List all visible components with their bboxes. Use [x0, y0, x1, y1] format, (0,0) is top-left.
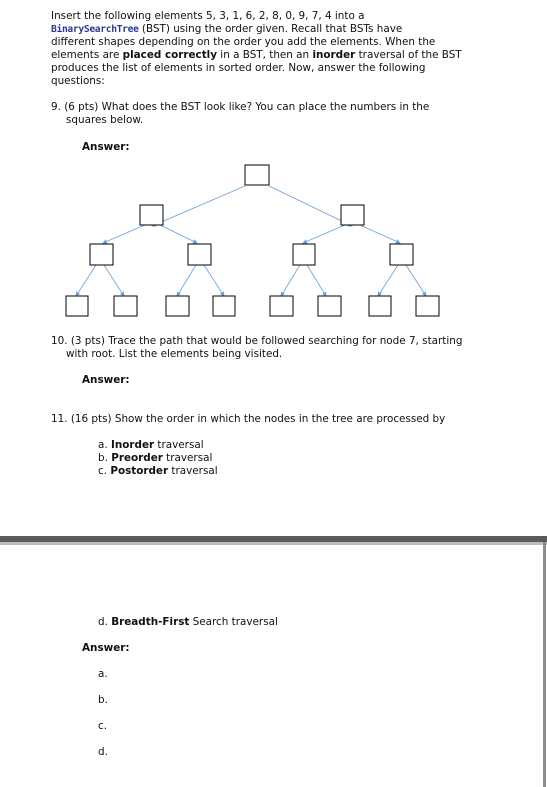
- q11-answer-c: c.: [98, 720, 108, 732]
- q11-item-d: [98, 616, 278, 629]
- edge-l2c-l3e: [281, 265, 300, 296]
- intro-line-1: Insert the following elements 5, 3, 1, 6, 2, 8, 0, 9, 7, 4 into a: [51, 10, 365, 22]
- bst-code-term: BinarySearchTree: [51, 24, 139, 35]
- q10-line-2: with root. List the elements being visited.: [66, 348, 283, 360]
- node-box-l2-a[interactable]: [90, 244, 113, 265]
- edge-l1a-l2a: [103, 225, 145, 243]
- node-box-l1-right[interactable]: [341, 205, 364, 225]
- intro-l4-a: elements are: [51, 49, 123, 61]
- node-box-l3-e[interactable]: [270, 296, 293, 316]
- intro-line-6: questions:: [51, 75, 105, 87]
- intro-l4-c: in a BST, then an: [217, 49, 313, 61]
- node-box-l3-b[interactable]: [114, 296, 137, 316]
- q11-item-d-bold: Breadth-First: [111, 616, 190, 628]
- q11-item-a-bold: Inorder: [110, 439, 155, 451]
- intro-l4-d: inorder: [312, 49, 356, 61]
- intro-line-3: different shapes depending on the order you add the elements. When the: [51, 36, 436, 48]
- intro-l4-b: placed correctly: [122, 49, 217, 61]
- q11-item-c: [98, 465, 218, 478]
- node-box-l3-c[interactable]: [166, 296, 189, 316]
- q11-item-c-bold: Postorder: [110, 465, 169, 477]
- page-right-edge: [543, 542, 546, 787]
- q11-item-a-prefix: a.: [98, 439, 111, 451]
- node-box-l2-b[interactable]: [188, 244, 211, 265]
- intro-l4-e: traversal of the BST: [355, 49, 462, 61]
- edge-l1b-l2d: [360, 225, 400, 243]
- node-box-l3-f[interactable]: [318, 296, 341, 316]
- q11-item-a-rest: traversal: [154, 439, 204, 451]
- node-box-l2-d[interactable]: [390, 244, 413, 265]
- edge-l2d-l3h: [406, 265, 426, 296]
- edge-l2b-l3c: [177, 265, 196, 296]
- q11-item-b-prefix: b.: [98, 452, 112, 464]
- q10-answer-label: Answer:: [82, 374, 130, 386]
- edge-l2a-l3a: [76, 265, 96, 296]
- node-box-l2-c[interactable]: [293, 244, 315, 265]
- q11-answer-b: b.: [98, 694, 108, 706]
- edge-l2c-l3f: [307, 265, 326, 296]
- q9-answer-label: Answer:: [82, 141, 130, 153]
- node-box-l3-g[interactable]: [369, 296, 391, 316]
- q11-answer-d: d.: [98, 746, 108, 758]
- q9-line-1: 9. (6 pts) What does the BST look like? You can place the numbers in the: [51, 101, 430, 113]
- edge-root-left: [152, 186, 245, 226]
- q11-item-a: [98, 439, 204, 452]
- q11-answer-a: a.: [98, 668, 108, 680]
- page-break-light: [0, 542, 547, 545]
- q10-line-1: 10. (3 pts) Trace the path that would be followed searching for node 7, starting: [51, 335, 463, 347]
- edge-l2a-l3b: [104, 265, 124, 296]
- node-box-l1-left[interactable]: [140, 205, 163, 225]
- bst-diagram: [0, 0, 547, 330]
- node-box-root[interactable]: [245, 165, 269, 185]
- q11-item-b: [98, 452, 212, 465]
- edge-l2d-l3g: [378, 265, 398, 296]
- edge-l1b-l2c: [303, 225, 345, 243]
- q11-answer-label: Answer:: [82, 642, 130, 654]
- q11-line-1: 11. (16 pts) Show the order in which the nodes in the tree are processed by: [51, 413, 446, 425]
- edge-root-right: [269, 186, 352, 226]
- q11-item-b-rest: traversal: [162, 452, 213, 464]
- q9-line-2: squares below.: [66, 114, 144, 126]
- q11-item-d-rest: Search traversal: [189, 616, 278, 628]
- q11-item-b-bold: Preorder: [111, 452, 163, 464]
- intro-line-5: produces the list of elements in sorted order. Now, answer the following: [51, 62, 426, 74]
- edge-l1a-l2b: [160, 225, 197, 243]
- q11-item-d-prefix: d.: [98, 616, 112, 628]
- node-box-l3-h[interactable]: [416, 296, 439, 316]
- intro-line-2-rest: (BST) using the order given. Recall that BSTs have: [138, 23, 403, 35]
- edge-l2b-l3d: [204, 265, 224, 296]
- q11-item-c-rest: traversal: [168, 465, 218, 477]
- q11-item-c-prefix: c.: [98, 465, 111, 477]
- node-box-l3-d[interactable]: [213, 296, 235, 316]
- node-box-l3-a[interactable]: [66, 296, 88, 316]
